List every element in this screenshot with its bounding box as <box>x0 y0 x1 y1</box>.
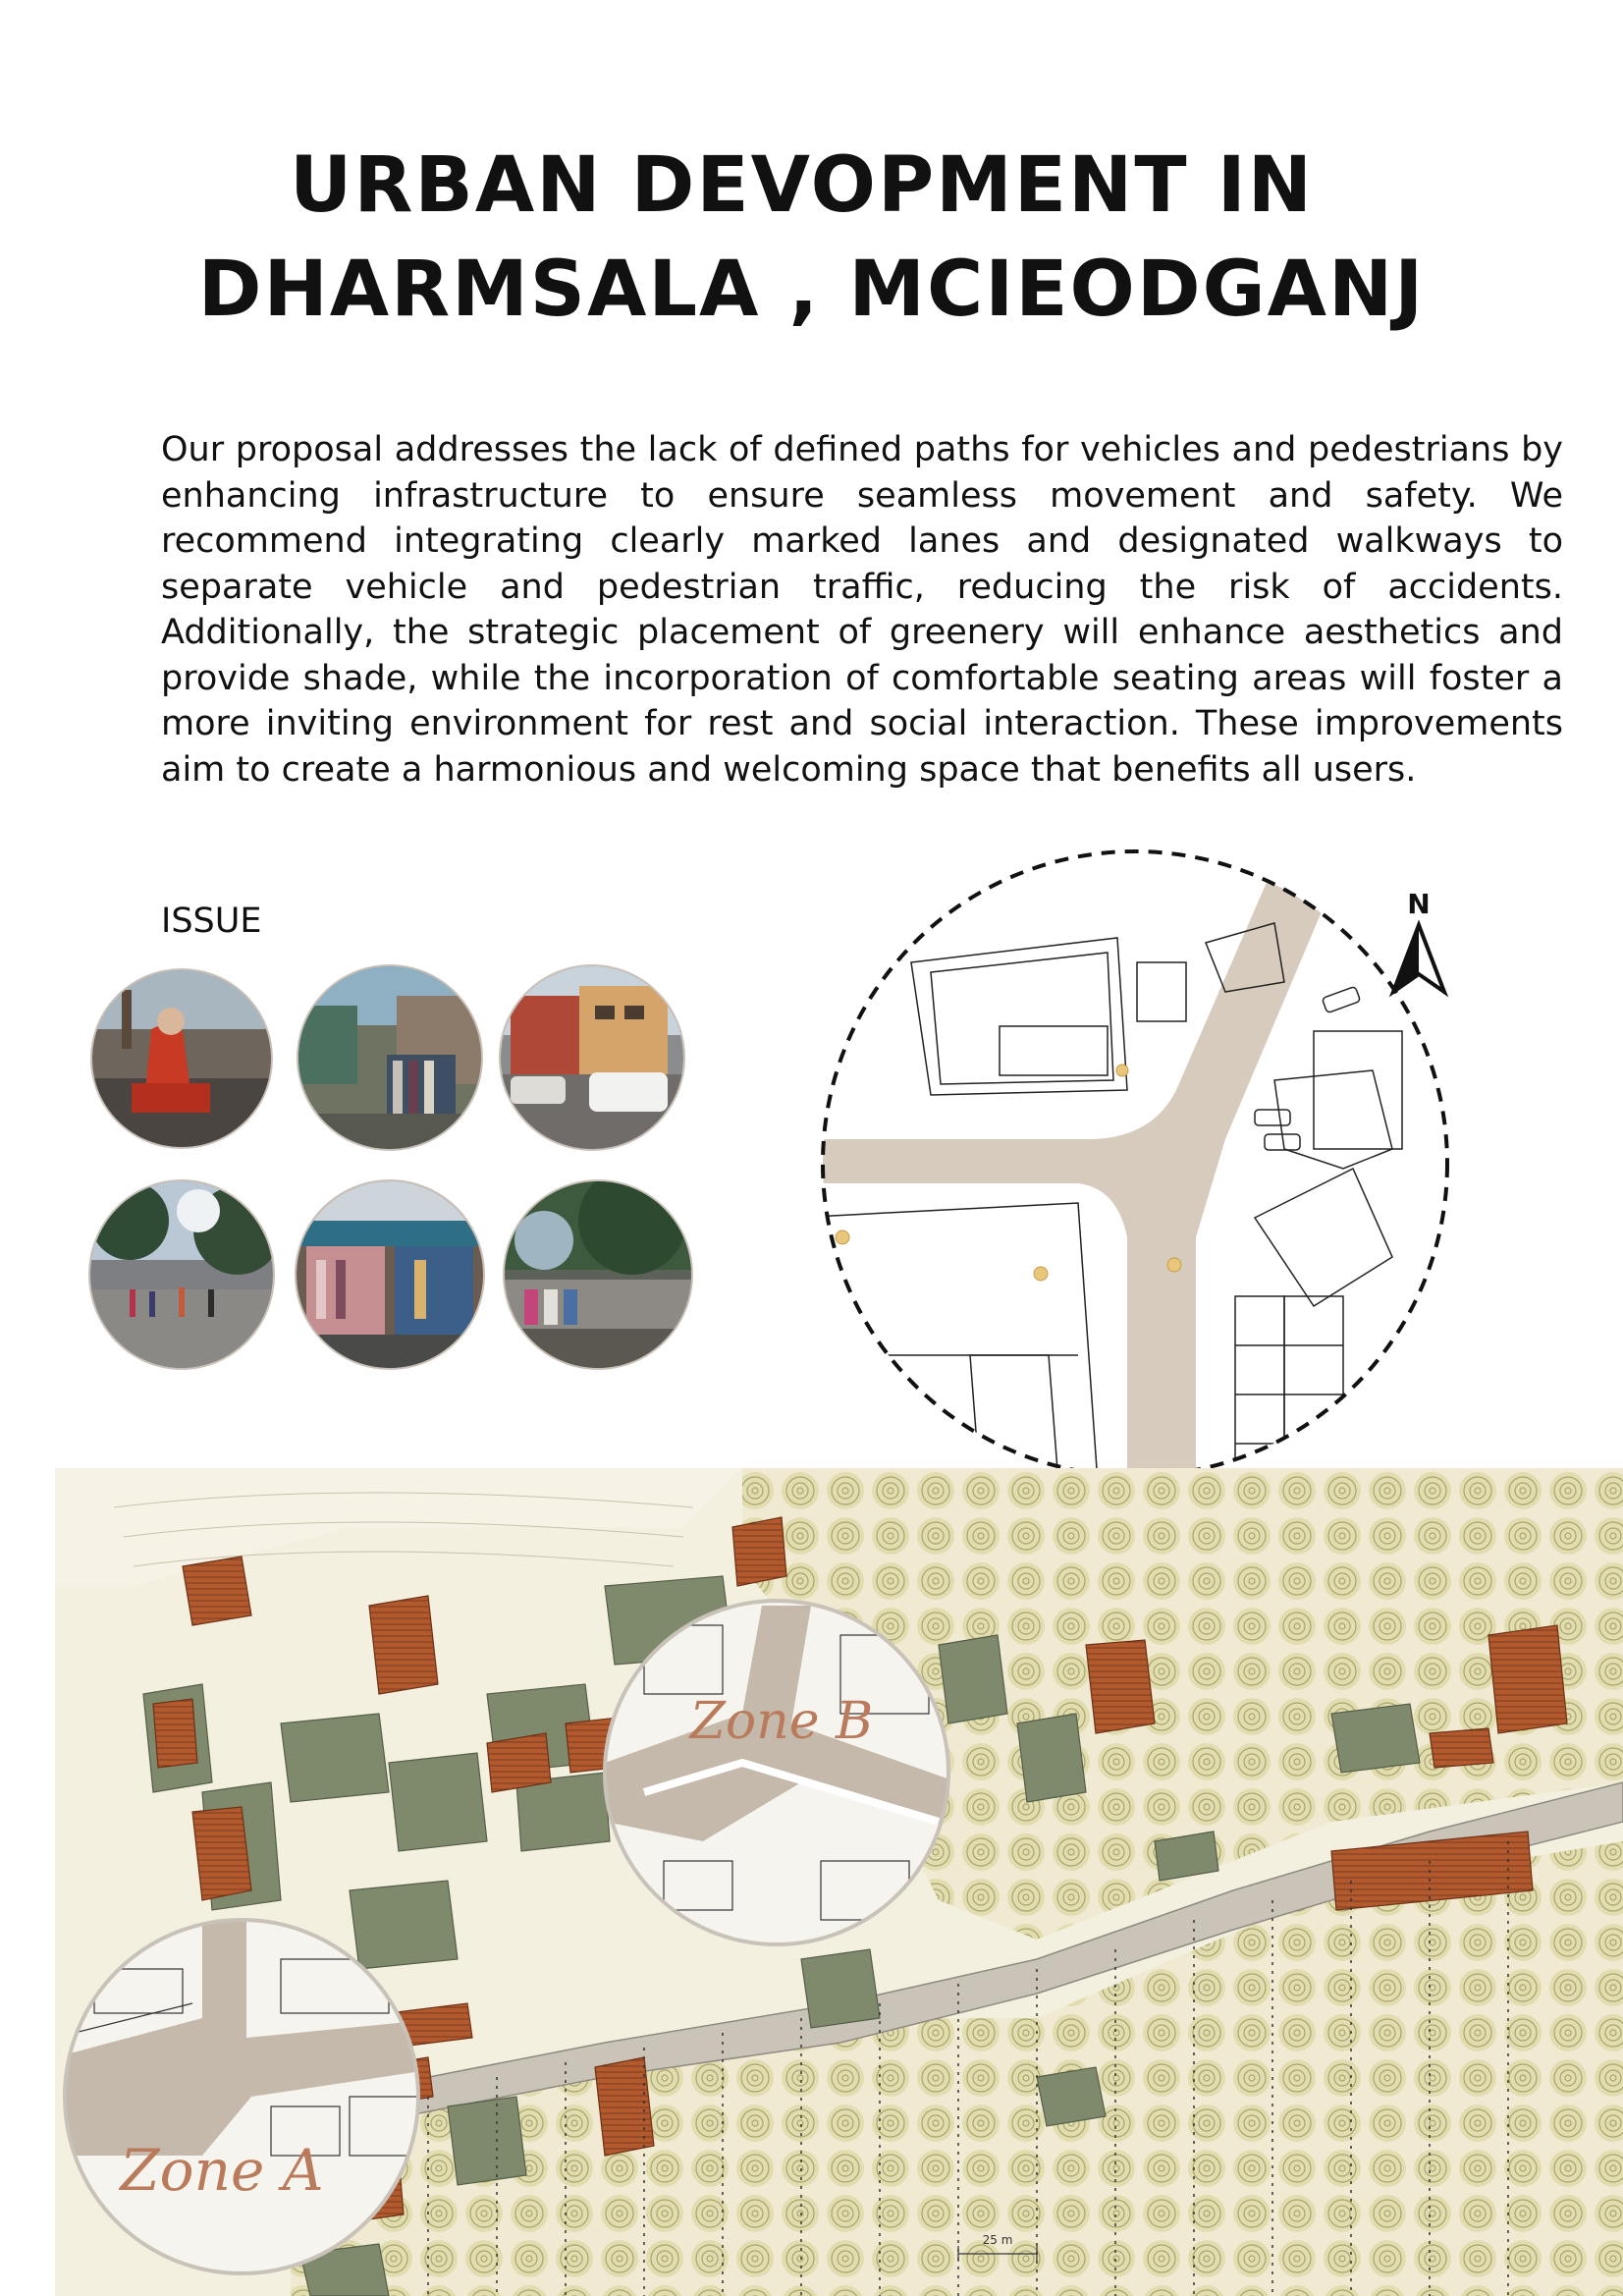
issue-photo-3 <box>501 966 683 1149</box>
scale-label: 25 m <box>982 2233 1013 2247</box>
issue-photo-4 <box>90 1181 273 1368</box>
master-plan-map <box>55 1468 1623 2296</box>
issue-photo-1 <box>92 970 271 1147</box>
zone-b-label: Zone B <box>689 1692 874 1751</box>
proposal-paragraph: Our proposal addresses the lack of defined paths for vehicles and pedestrians by enhancing infrastructure to ensure seamless movement and safety. We recommend integrating clearly marked lanes and designated walkways to separate vehicle and pedestrian traffic, reducing the risk of accidents. Additionally, the strategic placement of greenery will enhance aesthetics and provide shade, while the incorporation of comfortable seating areas will foster a more inviting environment for rest and social interaction. These improvements aim to create a harmonious and welcoming space that benefits all users. <box>161 430 1563 790</box>
north-arrow-icon <box>1380 884 1458 1002</box>
issue-photo-5 <box>297 1181 483 1368</box>
issue-heading: ISSUE <box>161 902 262 941</box>
issue-photo-2 <box>298 966 481 1149</box>
issue-photo-6 <box>505 1181 691 1368</box>
north-label: N <box>1407 888 1431 920</box>
title-line-2: DHARMSALA , MCIEODGANJ <box>197 246 1426 334</box>
issue-photo-grid <box>84 960 703 1373</box>
zone-a-label: Zone A <box>120 2137 324 2204</box>
page-title <box>0 134 1623 342</box>
title-line-1: URBAN DEVOPMENT IN <box>290 141 1314 230</box>
